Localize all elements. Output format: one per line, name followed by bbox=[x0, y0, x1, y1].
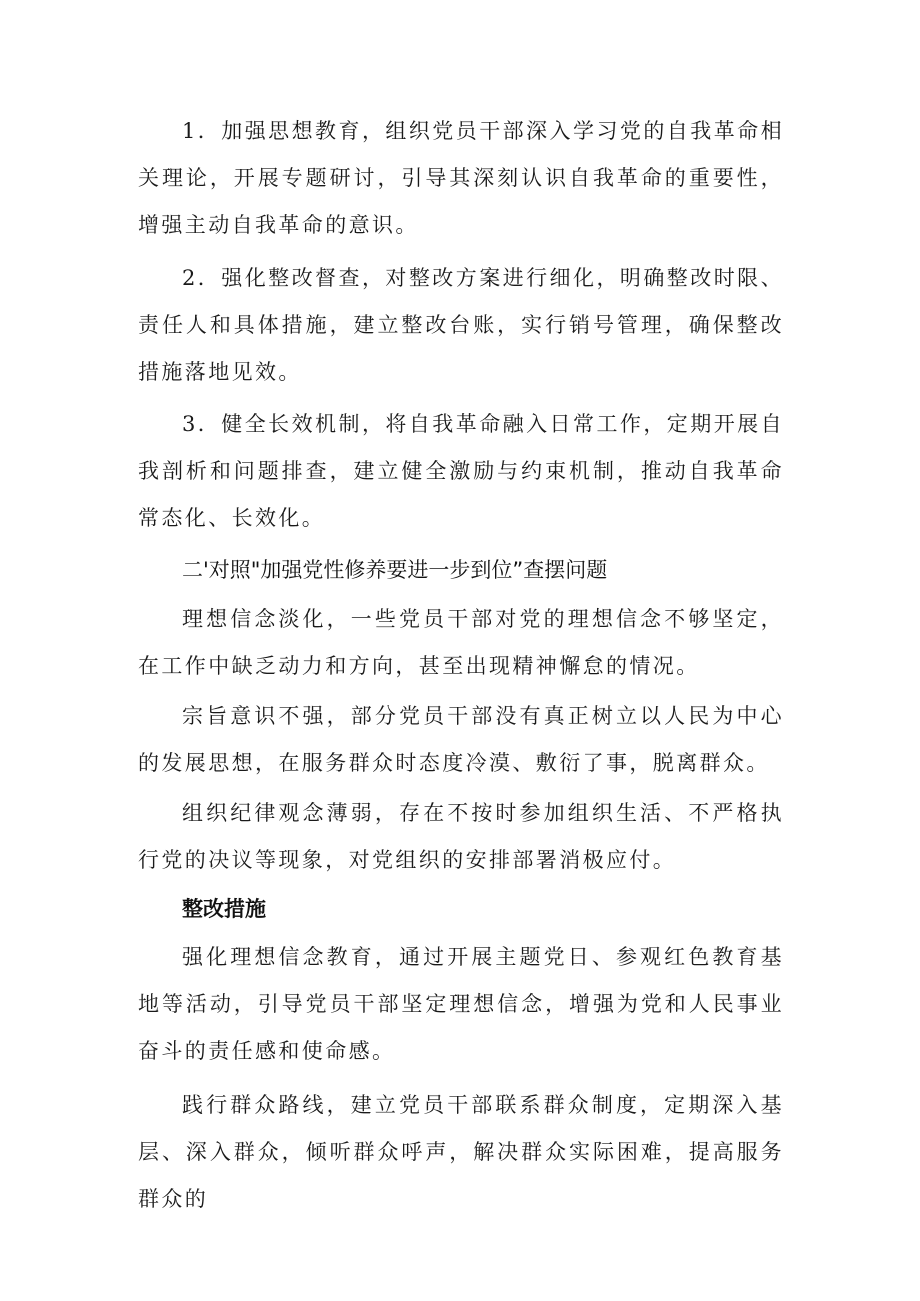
paragraph-measure-1: 1．加强思想教育，组织党员干部深入学习党的自我革命相关理论，开展专题研讨，引导其深刻认识自我革命的重要性，增强主动自我革命的意识。 bbox=[138, 119, 784, 237]
section-heading-2: 二'对照"加强党性修养要进一步到位”查摆问题 bbox=[182, 558, 608, 582]
paragraph-measure-3: 3．健全长效机制，将自我革命融入日常工作，定期开展自我剖析和问题排查，建立健全激励与约束机制，推动自我革命常态化、长效化。 bbox=[138, 412, 784, 530]
paragraph-problem-1: 理想信念淡化，一些党员干部对党的理想信念不够坚定，在工作中缺乏动力和方向，甚至出现精神懈怠的情况。 bbox=[138, 607, 784, 678]
paragraph-problem-2: 宗旨意识不强，部分党员干部没有真正树立以人民为中心的发展思想，在服务群众时态度冷漠、敷衍了事，脱离群众。 bbox=[138, 704, 784, 775]
paragraph-measure-2: 2．强化整改督查，对整改方案进行细化，明确整改时限、责任人和具体措施，建立整改台账，实行销号管理，确保整改措施落地见效。 bbox=[138, 266, 784, 384]
section-heading-measures: 整改措施 bbox=[182, 897, 266, 921]
paragraph-measure-5: 践行群众路线，建立党员干部联系群众制度，定期深入基层、深入群众，倾听群众呼声，解决群众实际困难，提高服务群众的 bbox=[138, 1093, 784, 1211]
paragraph-problem-3: 组织纪律观念薄弱，存在不按时参加组织生活、不严格执行党的决议等现象，对党组织的安排部署消极应付。 bbox=[138, 801, 784, 872]
paragraph-measure-4: 强化理想信念教育，通过开展主题党日、参观红色教育基地等活动，引导党员干部坚定理想信念，增强为党和人民事业奋斗的责任感和使命感。 bbox=[138, 945, 784, 1063]
